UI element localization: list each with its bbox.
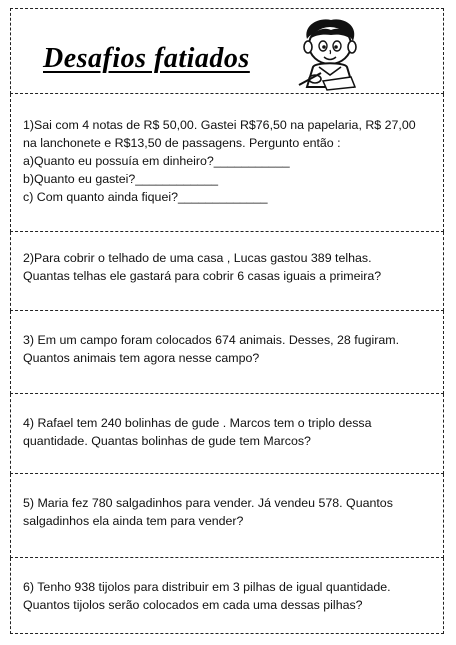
question-line: Quantos tijolos serão colocados em cada uma dessas pilhas? xyxy=(23,598,363,612)
question-line: b)Quanto eu gastei?____________ xyxy=(23,172,218,186)
question-text-4 xyxy=(23,414,433,450)
worksheet xyxy=(10,8,446,632)
question-line: salgadinhos ela ainda tem para vender? xyxy=(23,514,244,528)
question-text-2 xyxy=(23,249,433,285)
question-line: c) Com quanto ainda fiquei?_____________ xyxy=(23,190,268,204)
header-cell xyxy=(10,8,444,94)
question-line: Quantos animais tem agora nesse campo? xyxy=(23,351,260,365)
question-cell-2 xyxy=(10,232,444,311)
question-line: 6) Tenho 938 tijolos para distribuir em 3 pilhas de igual quantidade. xyxy=(23,580,391,594)
question-text-6 xyxy=(23,578,433,614)
question-line: a)Quanto eu possuía em dinheiro?___________ xyxy=(23,154,290,168)
question-line: quantidade. Quantas bolinhas de gude tem Marcos? xyxy=(23,434,311,448)
cartoon-character-icon xyxy=(293,15,367,91)
question-cell-5 xyxy=(10,474,444,558)
question-cell-3 xyxy=(10,311,444,394)
question-line: 4) Rafael tem 240 bolinhas de gude . Marcos tem o triplo dessa xyxy=(23,416,372,430)
question-text-3 xyxy=(23,331,433,367)
question-line: 5) Maria fez 780 salgadinhos para vender. Já vendeu 578. Quantos xyxy=(23,496,393,510)
question-text-1 xyxy=(23,116,433,206)
question-cell-4 xyxy=(10,394,444,474)
question-line: 2)Para cobrir o telhado de uma casa , Lucas gastou 389 telhas. xyxy=(23,251,372,265)
question-cell-6 xyxy=(10,558,444,634)
question-line: na lanchonete e R$13,50 de passagens. Pergunto então : xyxy=(23,136,341,150)
question-line: 3) Em um campo foram colocados 674 animais. Desses, 28 fugiram. xyxy=(23,333,400,347)
question-line: Quantas telhas ele gastará para cobrir 6 casas iguais a primeira? xyxy=(23,269,382,283)
question-line: 1)Sai com 4 notas de R$ 50,00. Gastei R$76,50 na papelaria, R$ 27,00 xyxy=(23,118,416,132)
question-text-5 xyxy=(23,494,433,530)
page-title: Desafios fatiados xyxy=(43,43,250,74)
question-cell-1 xyxy=(10,94,444,232)
